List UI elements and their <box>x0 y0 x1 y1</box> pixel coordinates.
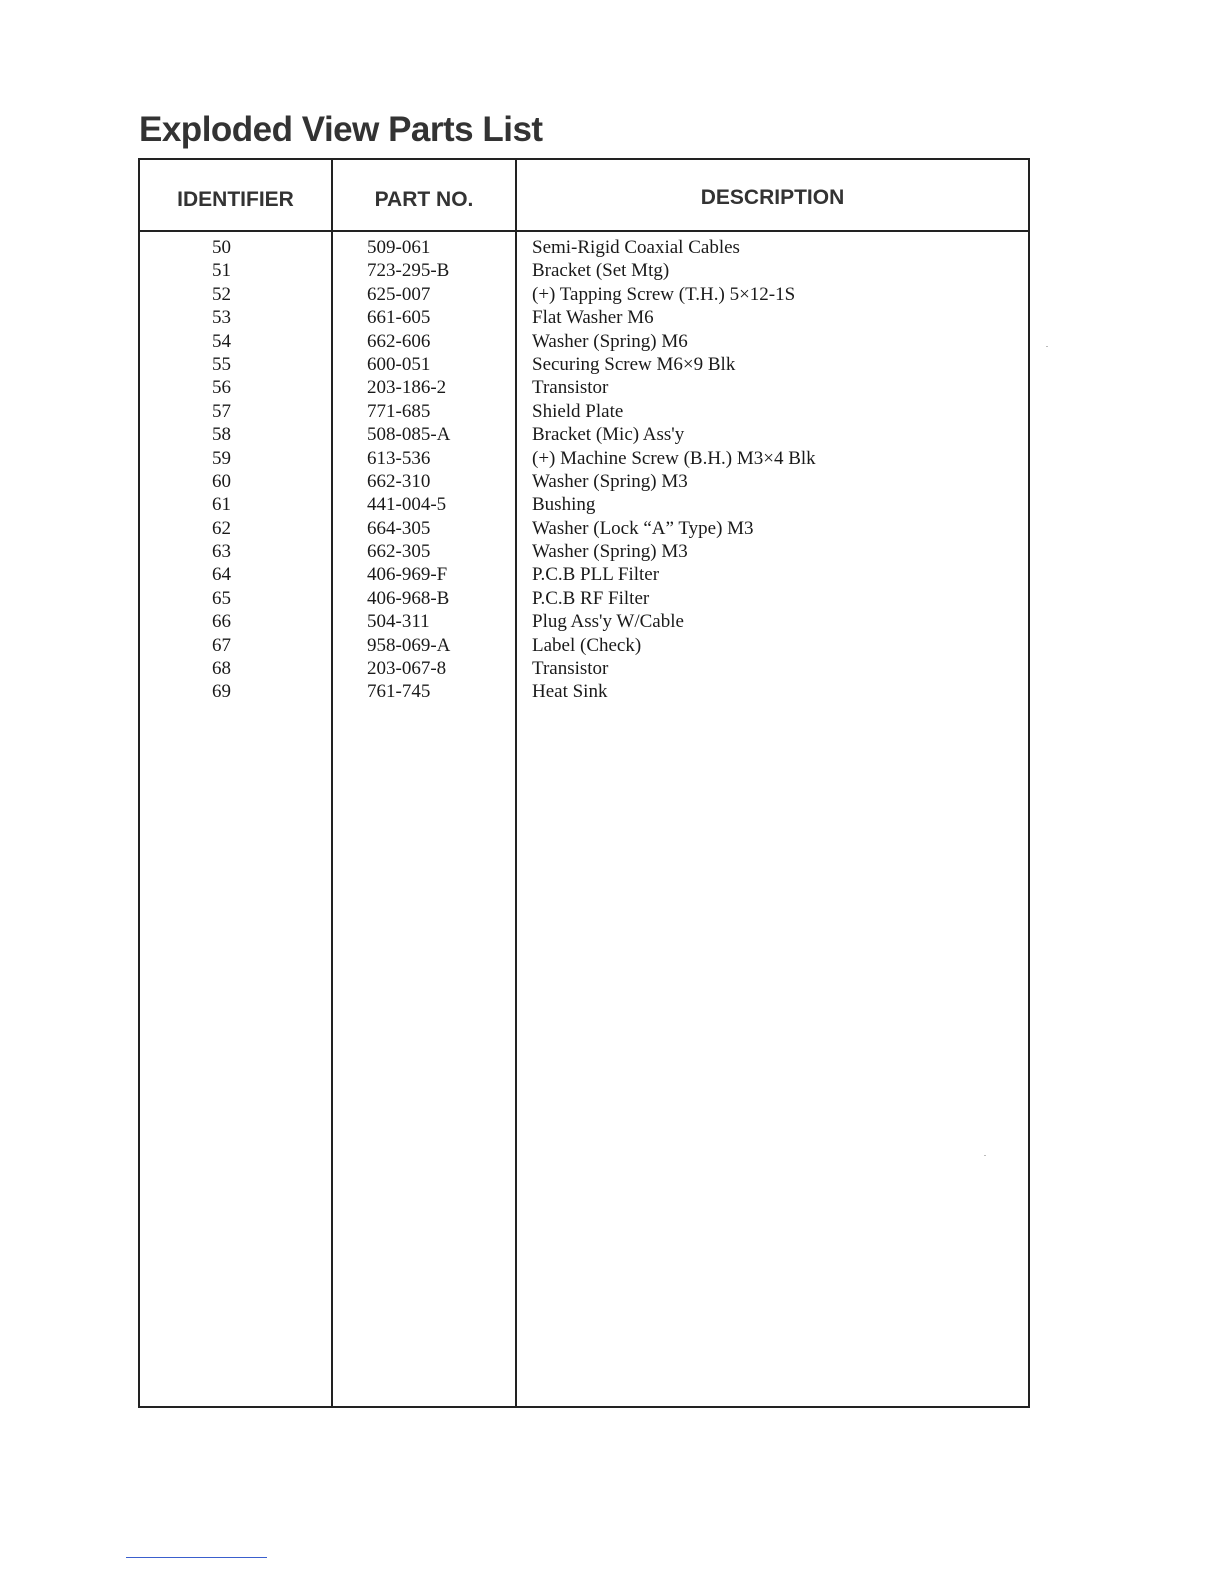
table-row <box>140 353 1028 376</box>
identifier-cell: 68 <box>212 658 231 680</box>
description-cell: Washer (Spring) M3 <box>532 470 688 492</box>
part-no-cell: 508-085-A <box>367 424 451 446</box>
identifier-cell: 51 <box>212 260 231 282</box>
identifier-cell: 54 <box>212 330 231 352</box>
identifier-cell: 59 <box>212 447 231 469</box>
description-cell: Transistor <box>532 658 609 680</box>
identifier-cell: 57 <box>212 400 231 422</box>
description-cell: Washer (Spring) M6 <box>532 330 688 352</box>
description-cell: Washer (Spring) M3 <box>532 541 688 563</box>
part-no-cell: 203-186-2 <box>367 377 447 399</box>
description-cell: P.C.B PLL Filter <box>532 564 660 586</box>
description-cell: (+) Tapping Screw (T.H.) 5×12-1S <box>532 283 796 305</box>
identifier-cell: 65 <box>212 587 231 609</box>
table-row <box>140 470 1028 493</box>
identifier-cell: 67 <box>212 634 231 656</box>
table-row <box>140 634 1028 657</box>
identifier-cell: 60 <box>212 470 231 492</box>
table-row <box>140 283 1028 306</box>
table-row <box>140 306 1028 329</box>
part-no-cell: 662-310 <box>367 470 431 492</box>
table-row <box>140 587 1028 610</box>
part-no-cell: 625-007 <box>367 283 431 305</box>
table-row <box>140 376 1028 399</box>
part-no-cell: 509-061 <box>367 237 431 258</box>
table-row <box>140 330 1028 353</box>
part-no-cell: 664-305 <box>367 517 431 539</box>
identifier-cell: 63 <box>212 541 231 563</box>
description-cell: Bracket (Mic) Ass'y <box>532 424 685 446</box>
description-cell: Flat Washer M6 <box>532 307 654 329</box>
table-row <box>140 400 1028 423</box>
header-divider <box>140 230 1028 232</box>
part-no-cell: 771-685 <box>367 400 431 422</box>
part-no-cell: 662-305 <box>367 541 431 563</box>
table-row <box>140 423 1028 446</box>
table-row <box>140 259 1028 282</box>
table-row <box>140 540 1028 563</box>
description-cell: Plug Ass'y W/Cable <box>532 611 684 633</box>
description-cell: Bracket (Set Mtg) <box>532 260 670 282</box>
description-cell: Shield Plate <box>532 400 624 422</box>
identifier-cell: 56 <box>212 377 231 399</box>
identifier-cell: 66 <box>212 611 231 633</box>
identifier-cell: 58 <box>212 424 231 446</box>
table-row <box>140 657 1028 680</box>
part-no-cell: 600-051 <box>367 353 431 375</box>
identifier-cell: 50 <box>212 237 231 258</box>
header-part-no: PART NO. <box>374 188 474 211</box>
part-no-cell: 441-004-5 <box>367 494 447 516</box>
part-no-cell: 406-968-B <box>367 587 450 609</box>
table-row <box>140 447 1028 470</box>
parts-table <box>138 158 1030 1408</box>
description-cell: Heat Sink <box>532 681 608 703</box>
identifier-cell: 69 <box>212 681 231 703</box>
part-no-cell: 406-969-F <box>367 564 448 586</box>
description-cell: Transistor <box>532 377 609 399</box>
scan-speck <box>1046 346 1048 347</box>
header-identifier: IDENTIFIER <box>177 188 294 211</box>
table-body <box>140 236 1028 704</box>
table-row <box>140 680 1028 703</box>
identifier-cell: 55 <box>212 353 231 375</box>
table-row <box>140 493 1028 516</box>
identifier-cell: 62 <box>212 517 231 539</box>
part-no-cell: 761-745 <box>367 681 431 703</box>
table-row <box>140 563 1028 586</box>
part-no-cell: 723-295-B <box>367 260 450 282</box>
footer-rule <box>126 1557 267 1558</box>
description-cell: (+) Machine Screw (B.H.) M3×4 Blk <box>532 447 816 469</box>
part-no-cell: 613-536 <box>367 447 431 469</box>
description-cell: Washer (Lock “A” Type) M3 <box>532 517 754 539</box>
identifier-cell: 61 <box>212 494 231 516</box>
description-cell: Bushing <box>532 494 596 516</box>
table-row <box>140 610 1028 633</box>
description-cell: Semi-Rigid Coaxial Cables <box>532 237 740 258</box>
part-no-cell: 203-067-8 <box>367 658 447 680</box>
part-no-cell: 662-606 <box>367 330 431 352</box>
table-row <box>140 517 1028 540</box>
description-cell: P.C.B RF Filter <box>532 587 650 609</box>
identifier-cell: 52 <box>212 283 231 305</box>
part-no-cell: 504-311 <box>367 611 430 633</box>
identifier-cell: 64 <box>212 564 231 586</box>
header-description: DESCRIPTION <box>700 186 845 209</box>
page-title: Exploded View Parts List <box>139 110 543 149</box>
description-cell: Label (Check) <box>532 634 642 656</box>
description-cell: Securing Screw M6×9 Blk <box>532 353 736 375</box>
part-no-cell: 958-069-A <box>367 634 451 656</box>
identifier-cell: 53 <box>212 307 231 329</box>
part-no-cell: 661-605 <box>367 307 431 329</box>
scan-speck <box>984 1155 986 1156</box>
table-row <box>140 236 1028 259</box>
